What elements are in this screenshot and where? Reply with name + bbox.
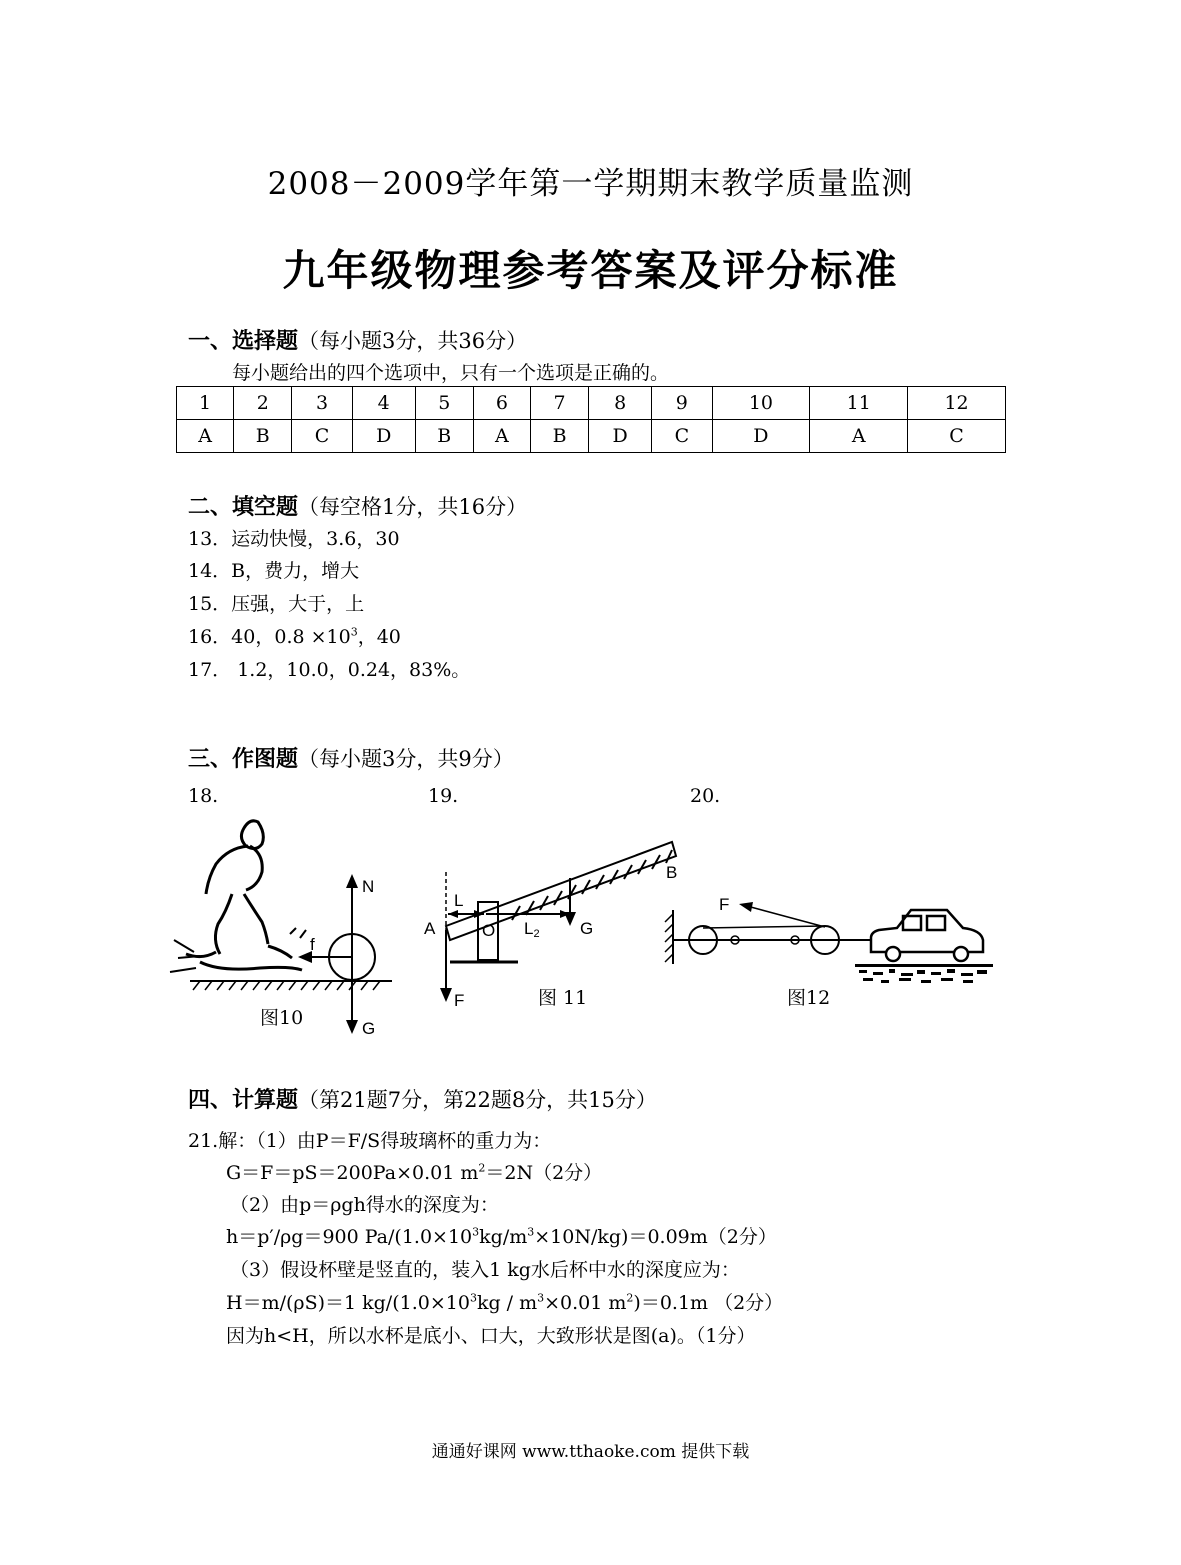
figure-10 <box>160 812 420 1042</box>
answer-cell: A <box>177 420 234 453</box>
question-number-cell: 11 <box>810 387 908 420</box>
label-A: A <box>424 919 436 938</box>
question-number-row <box>177 387 1006 420</box>
section1-description: 每小题给出的四个选项中，只有一个选项是正确的。 <box>232 362 670 384</box>
label-F: F <box>719 895 730 914</box>
answer-cell: B <box>415 420 473 453</box>
caption-fig11: 图 11 <box>538 987 588 1009</box>
label-G: G <box>580 919 594 938</box>
road-surface <box>855 964 993 983</box>
label-F: F <box>454 991 465 1010</box>
caption-fig12: 图12 <box>787 987 831 1009</box>
answer-cell: C <box>652 420 712 453</box>
label-G: G <box>362 1019 376 1038</box>
question-number-cell: 6 <box>473 387 530 420</box>
answer-table <box>176 386 1006 453</box>
car <box>871 910 983 961</box>
section4-heading: 四、计算题（第21题7分，第22题8分，共15分） <box>188 1088 657 1113</box>
section3-heading: 三、作图题（每小题3分，共9分） <box>188 747 514 772</box>
label-L1: L <box>454 891 464 910</box>
answer-cell: C <box>292 420 352 453</box>
question-number-cell: 8 <box>589 387 652 420</box>
runner-figure <box>186 821 302 970</box>
question-number-cell: 3 <box>292 387 352 420</box>
answer-15: 15．压强，大于，上 <box>188 593 365 615</box>
label-O: O <box>482 921 496 940</box>
document-title: 九年级物理参考答案及评分标准 <box>282 246 899 295</box>
answer-cell: A <box>810 420 908 453</box>
question-number-cell: 9 <box>652 387 712 420</box>
answer-14: 14．B，费力，增大 <box>188 560 360 582</box>
answer-cell: D <box>589 420 652 453</box>
section1-heading: 一、选择题（每小题3分，共36分） <box>188 329 528 354</box>
answer-cell: A <box>473 420 530 453</box>
question-number-cell: 10 <box>712 387 810 420</box>
answer-row <box>177 420 1006 453</box>
answer-cell: B <box>234 420 292 453</box>
solution-21-line7: 因为h<H，所以水杯是底小、口大，大致形状是图(a)。（1分） <box>226 1325 756 1347</box>
question-18-label: 18. <box>188 785 219 807</box>
section2-heading: 二、填空题（每空格1分，共16分） <box>188 495 528 520</box>
question-number-cell: 7 <box>531 387 589 420</box>
figure-11 <box>420 830 690 1020</box>
question-number-cell: 1 <box>177 387 234 420</box>
exam-title: 2008－2009学年第一学期期末教学质量监测 <box>267 166 914 202</box>
splash-marks <box>170 928 306 972</box>
solution-21-line3: （2）由p＝ρgh得水的深度为： <box>230 1194 499 1216</box>
question-19-label: 19. <box>428 785 459 807</box>
solution-21-line4: h＝p′/ρg＝900 $Pa/(1.0\times 10^3kg/m^3\times 10N/kg)=0.09m(2$分） <box>226 1225 777 1248</box>
wall-hatching <box>665 914 673 962</box>
page-footer: 通通好课网 www.tthaoke.com 提供下载 <box>431 1442 750 1462</box>
solution-21-line6: H＝m/(ρS)＝1 $kg/(1.0\times 10^3kg / m^3\times 0.01$ $m^2)=0.1m$ （2分） <box>226 1291 784 1314</box>
caption-fig10: 图10 <box>260 1007 304 1029</box>
question-number-cell: 12 <box>908 387 1006 420</box>
force-F-arrow <box>747 906 825 927</box>
question-number-cell: 4 <box>352 387 415 420</box>
solution-21-line2: G＝F＝pS＝200Pa×0.01 $m^2=2N(2$分） <box>226 1161 603 1184</box>
answer-cell: D <box>352 420 415 453</box>
label-N: N <box>362 877 375 896</box>
rope-middle <box>703 926 825 928</box>
figure-12 <box>655 880 1000 1020</box>
answer-cell: C <box>908 420 1006 453</box>
label-f: f <box>310 935 315 954</box>
question-20-label: 20. <box>690 785 721 807</box>
answer-17: 17． 1.2，10.0，0.24，83%。 <box>188 659 471 681</box>
label-L2: L2 <box>524 919 540 940</box>
solution-21-line1: 21.解：（1）由P＝F/S得玻璃杯的重力为： <box>188 1130 552 1152</box>
question-number-cell: 2 <box>234 387 292 420</box>
answer-cell: B <box>531 420 589 453</box>
question-number-cell: 5 <box>415 387 473 420</box>
answer-cell: D <box>712 420 810 453</box>
answer-16: 16．40，$0.8 \times 10^3$，40 <box>188 625 401 648</box>
answer-13: 13．运动快慢，3.6，30 <box>188 528 400 550</box>
solution-21-line5: （3）假设杯壁是竖直的，装入1 kg水后杯中水的深度应为： <box>230 1259 740 1281</box>
label-B: B <box>666 863 678 882</box>
